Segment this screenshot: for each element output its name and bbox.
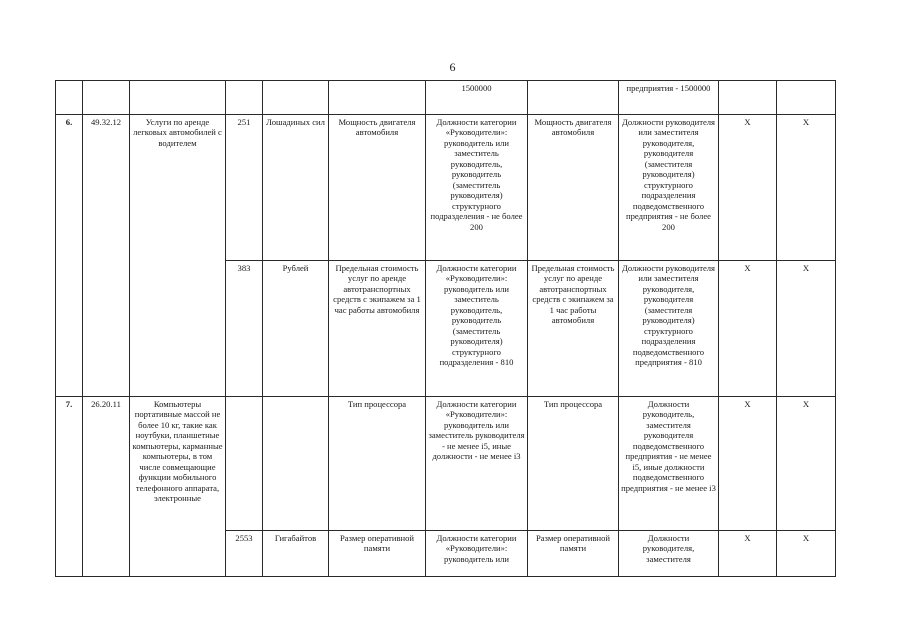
cell-characteristic-a: Тип процессора xyxy=(329,397,426,531)
cell-empty xyxy=(226,81,263,115)
page-number: 6 xyxy=(449,60,456,74)
table-row xyxy=(56,397,836,531)
cell-characteristic-a: Мощность двигателя автомобиля xyxy=(329,115,426,261)
cell-characteristic-a: Предельная стоимость услуг по аренде автотранспортных средств с экипажем за 1 час работы автомобиля xyxy=(329,261,426,397)
cell-x-mark: X xyxy=(777,531,836,577)
cell-unit-code: 383 xyxy=(226,261,263,397)
cell-unit-name: Рублей xyxy=(263,261,329,397)
cell-value-b: Должности руководителя, заместителя xyxy=(619,531,719,577)
cell-x-mark: X xyxy=(777,261,836,397)
cell-value-a: Должности категории «Руководители»: руководитель или xyxy=(426,531,528,577)
cell-empty xyxy=(528,81,619,115)
cell-empty xyxy=(777,81,836,115)
cell-item-name: Услуги по аренде легковых автомобилей с водителем xyxy=(130,115,226,397)
cell-unit-code: 251 xyxy=(226,115,263,261)
cell-empty xyxy=(56,81,83,115)
cell-characteristic-b: Размер оперативной памяти xyxy=(528,531,619,577)
item-name-text: Компьютеры портативные массой не более 10 кг, такие как ноутбуки, планшетные компьютеры, карманные компьютеры, в том числе совмещающие функции мобильного телефонного аппарата, электронные xyxy=(132,399,223,504)
cell-item-number: 7. xyxy=(56,397,83,577)
cell-value-b: Должности руководитель, заместителя руководителя подведомственного предприятия - не менее i5, иные должности подведомственного предприятия - не менее i3 xyxy=(619,397,719,531)
cell-unit-code xyxy=(226,397,263,531)
cell-x-mark: X xyxy=(719,397,777,531)
cell-empty xyxy=(719,81,777,115)
cell-unit-name: Гигабайтов xyxy=(263,531,329,577)
cell-item-number: 6. xyxy=(56,115,83,397)
cell-value-a: Должности категории «Руководители»: руководитель или заместитель руководителя - не менее i5, иные должности - не менее i3 xyxy=(426,397,528,531)
cell-x-mark: X xyxy=(719,261,777,397)
cell-empty xyxy=(83,81,130,115)
cell-empty xyxy=(329,81,426,115)
cell-value-b: Должности руководителя или заместителя руководителя, руководителя (заместителя руководителя) структурного подразделения подведомственного предприятия - 810 xyxy=(619,261,719,397)
cell-value-b: предприятия - 1500000 xyxy=(619,81,719,115)
requirements-table xyxy=(55,80,836,577)
cell-x-mark: X xyxy=(777,115,836,261)
cell-unit-code: 2553 xyxy=(226,531,263,577)
cell-characteristic-b: Мощность двигателя автомобиля xyxy=(528,115,619,261)
cell-okpd-code: 26.20.11 xyxy=(83,397,130,577)
cell-value-a: 1500000 xyxy=(426,81,528,115)
cell-characteristic-b: Тип процессора xyxy=(528,397,619,531)
cell-characteristic-a: Размер оперативной памяти xyxy=(329,531,426,577)
cell-x-mark: X xyxy=(719,531,777,577)
table-row xyxy=(56,115,836,261)
cell-x-mark: X xyxy=(777,397,836,531)
cell-x-mark: X xyxy=(719,115,777,261)
cell-okpd-code: 49.32.12 xyxy=(83,115,130,397)
cell-unit-name: Лошадиных сил xyxy=(263,115,329,261)
cell-value-a: Должности категории «Руководители»: руководитель или заместитель руководитель, руководитель (заместитель руководителя) структурного подразделения - 810 xyxy=(426,261,528,397)
cell-unit-name xyxy=(263,397,329,531)
cell-empty xyxy=(263,81,329,115)
cell-characteristic-b: Предельная стоимость услуг по аренде автотранспортных средств с экипажем за 1 час работы автомобиля xyxy=(528,261,619,397)
cell-empty xyxy=(130,81,226,115)
cell-item-name xyxy=(130,397,226,577)
table-row-continuation xyxy=(56,81,836,115)
cell-value-a: Должности категории «Руководители»: руководитель или заместитель руководитель, руководитель (заместитель руководителя) структурного подразделения - не более 200 xyxy=(426,115,528,261)
cell-value-b: Должности руководителя или заместителя руководителя, руководителя (заместителя руководителя) структурного подразделения подведомственного предприятия - не более 200 xyxy=(619,115,719,261)
